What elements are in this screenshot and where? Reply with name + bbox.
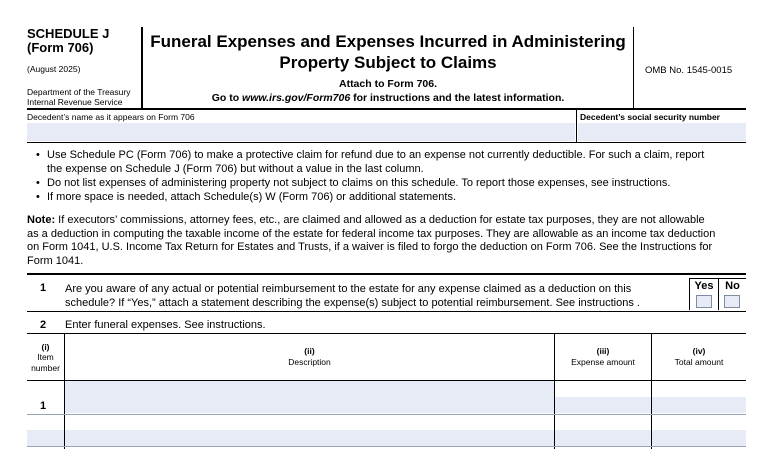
row-total-field[interactable]	[652, 430, 746, 446]
col3-number: (iii)	[596, 346, 610, 356]
col2-label: Description	[288, 357, 331, 367]
row-description-field[interactable]	[65, 381, 554, 413]
col2-number: (ii)	[304, 346, 315, 356]
row-expense-field[interactable]	[555, 397, 651, 413]
bullet-item: • Do not list expenses of administering property not subject to claims on this schedule. To report those expenses, see instructions.	[35, 176, 750, 190]
ssn-divider	[576, 110, 577, 142]
col1-label-line1: Item	[37, 352, 54, 362]
row-expense-field[interactable]	[555, 430, 651, 446]
line1-bottom-rule	[27, 311, 746, 312]
note-bottom-rule	[27, 273, 746, 275]
instruction-bullets	[35, 148, 750, 204]
yes-checkbox[interactable]	[696, 295, 712, 308]
agency-line: Internal Revenue Service	[27, 97, 123, 107]
omb-number: OMB No. 1545-0015	[645, 65, 733, 76]
irs-url-link[interactable]: www.irs.gov/Form706	[242, 92, 351, 104]
ssn-label: Decedent’s social security number	[580, 112, 720, 122]
goto-instruction	[143, 93, 633, 104]
form-title-line2: Property Subject to Claims	[279, 53, 497, 72]
no-checkbox[interactable]	[724, 295, 740, 308]
header-bottom-rule	[27, 108, 746, 110]
note-label: Note:	[27, 214, 56, 226]
line2-number: 2	[40, 319, 47, 331]
row-divider	[27, 446, 746, 447]
row-item-number: 1	[40, 400, 47, 412]
table-top-rule	[27, 333, 746, 334]
ssn-field[interactable]	[578, 123, 746, 141]
col1-label-line2: number	[31, 363, 60, 373]
col4-number: (iv)	[692, 346, 706, 356]
note-paragraph: Note: If executors’ commissions, attorney fees, etc., are claimed and allowed as a deduction for estate tax purposes, they are not allowable as a deduction in computing the taxable income of the estate for federal income tax purposes. They are allowable as an income tax deduction on Form 1041, U.S. Income Tax Return for Estates and Trusts, if a waiver is filed to forgo the deduction on Form 706. See the Instructions for Form 1041.	[27, 214, 716, 267]
decedent-name-field[interactable]	[27, 123, 575, 141]
schedule-label: SCHEDULE J	[27, 26, 110, 41]
header-right-divider	[633, 27, 634, 108]
no-header: No	[725, 280, 740, 292]
row-divider	[27, 414, 746, 415]
col1-number: (i)	[41, 342, 50, 352]
row-total-field[interactable]	[652, 397, 746, 413]
line1-number: 1	[40, 282, 47, 294]
goto-prefix: Go to	[211, 92, 243, 104]
col4-label: Total amount	[674, 357, 724, 367]
revision-date: (August 2025)	[27, 64, 81, 74]
bullet-item: • If more space is needed, attach Schedule(s) W (Form 706) or additional statements.	[35, 190, 750, 204]
name-row-bottom-rule	[27, 142, 746, 143]
bullet-item: • Use Schedule PC (Form 706) to make a protective claim for refund due to an expense not currently deductible. For such a claim, report the expense on Schedule J (Form 706) but without a value in the last column.	[35, 148, 750, 176]
form-title-line1: Funeral Expenses and Expenses Incurred in Administering	[150, 32, 626, 51]
goto-suffix: for instructions and the latest information.	[350, 92, 565, 104]
yes-header: Yes	[694, 280, 714, 292]
attach-instruction: Attach to Form 706.	[338, 78, 438, 90]
line2-text: Enter funeral expenses. See instructions.	[65, 319, 266, 331]
yes-no-top-border	[689, 278, 746, 279]
department-line: Department of the Treasury	[27, 87, 131, 97]
row-description-field[interactable]	[65, 430, 554, 446]
form-reference: (Form 706)	[27, 40, 94, 55]
line1-question: Are you aware of any actual or potential reimbursement to the estate for any expense claimed as a deduction on this schedule? If “Yes,” attach a statement describing the expense(s) subject to potential reimbursement. See instructions .	[65, 283, 640, 309]
row-item-field[interactable]	[27, 430, 64, 446]
col3-label: Expense amount	[571, 357, 635, 367]
decedent-name-label: Decedent’s name as it appears on Form 706	[27, 112, 195, 122]
